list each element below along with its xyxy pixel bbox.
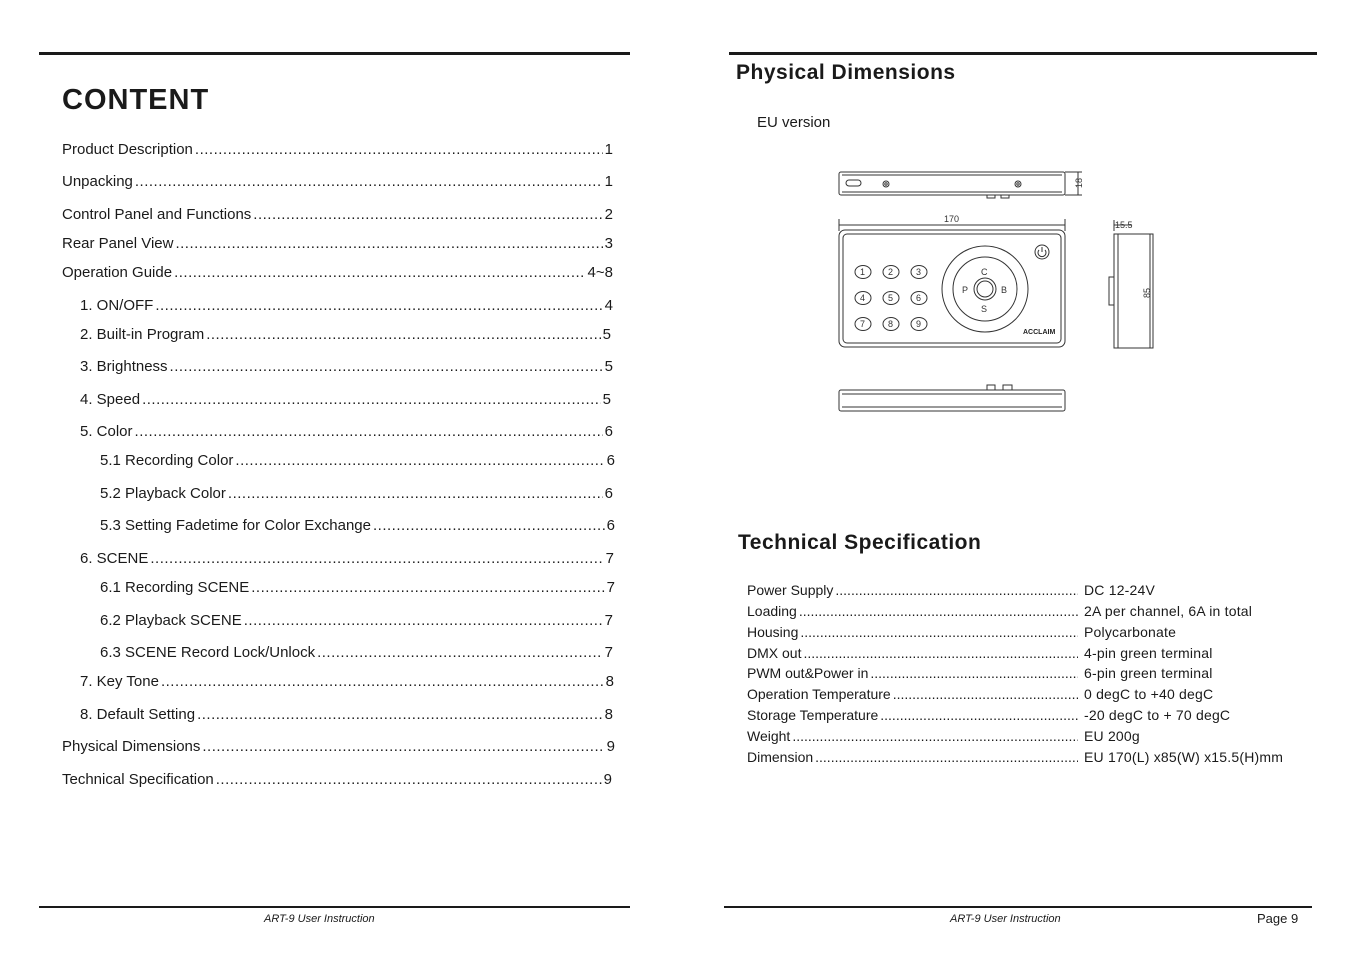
spec-row: Weight ..... EU 200g — [747, 728, 1140, 745]
toc-entry[interactable]: Physical Dimensions ..... 9 — [62, 738, 615, 756]
physical-dimensions-title: Physical Dimensions — [736, 61, 956, 84]
number-keypad — [855, 266, 927, 331]
toc-entry[interactable]: 7. Key Tone ..... 8 — [80, 673, 614, 691]
toc-entry[interactable]: 8. Default Setting ..... 8 — [80, 706, 613, 724]
toc-entry[interactable]: Technical Specification ..... 9 — [62, 771, 612, 789]
spec-row: Dimension ..... EU 170(L) x85(W) x15.5(H)mm — [747, 749, 1283, 766]
toc-entry[interactable]: Unpacking ..... 1 — [62, 173, 613, 191]
toc-entry[interactable]: 5.3 Setting Fadetime for Color Exchange ..... 6 — [100, 517, 615, 535]
toc-entry[interactable]: 6.2 Playback SCENE ..... 7 — [100, 612, 613, 630]
key-2: 2 — [888, 267, 894, 277]
toc-entry[interactable]: Operation Guide ..... 4~8 — [62, 264, 613, 282]
toc-entry[interactable]: Rear Panel View ..... 3 — [62, 235, 613, 253]
toc-entry[interactable]: Product Description ..... 1 — [62, 141, 613, 159]
left-footer: ART-9 User Instruction — [264, 913, 375, 925]
right-footer: ART-9 User Instruction — [950, 913, 1061, 925]
toc-entry[interactable]: 2. Built-in Program ..... 5 — [80, 326, 611, 344]
left-bottom-rule — [39, 906, 630, 908]
spec-row: Loading ..... 2A per channel, 6A in total — [747, 603, 1252, 620]
toc-entry[interactable]: 6.3 SCENE Record Lock/Unlock ..... 7 — [100, 644, 613, 662]
ring-control — [942, 246, 1028, 332]
spec-row: DMX out ..... 4-pin green terminal — [747, 645, 1213, 662]
brand-logo: ACCLAIM — [1023, 329, 1056, 336]
ring-key-c: C — [981, 267, 988, 277]
toc-entry[interactable]: 5.2 Playback Color ..... 6 — [100, 485, 613, 503]
key-1: 1 — [860, 267, 866, 277]
spec-row: Operation Temperature ..... 0 degC to +40 degC — [747, 686, 1213, 703]
dim-side-label: 18 — [1074, 177, 1084, 188]
key-3: 3 — [916, 267, 922, 277]
toc-entry[interactable]: 3. Brightness ..... 5 — [80, 358, 613, 376]
spec-row: PWM out&Power in ..... 6-pin green terminal — [747, 665, 1213, 682]
key-7: 7 — [860, 319, 866, 329]
spec-row: Storage Temperature ..... -20 degC to + 70 degC — [747, 707, 1230, 724]
version-label: EU version — [757, 114, 831, 131]
key-9: 9 — [916, 319, 922, 329]
dim-height-label: 85 — [1142, 287, 1152, 298]
content-title: CONTENT — [62, 84, 210, 116]
dim-width-label: 170 — [944, 214, 960, 224]
key-8: 8 — [888, 319, 894, 329]
table-of-contents — [0, 0, 660, 954]
ring-key-s: S — [981, 304, 988, 314]
ring-key-b: B — [1001, 285, 1008, 295]
key-5: 5 — [888, 293, 894, 303]
toc-entry[interactable]: 4. Speed ..... 5 — [80, 391, 611, 409]
toc-entry[interactable]: Control Panel and Functions ..... 2 — [62, 206, 613, 224]
toc-entry[interactable]: 6. SCENE ..... 7 — [80, 550, 614, 568]
toc-entry[interactable]: 1. ON/OFF ..... 4 — [80, 297, 613, 315]
key-6: 6 — [916, 293, 922, 303]
right-bottom-rule — [724, 906, 1312, 908]
spec-row: Power Supply ..... DC 12-24V — [747, 582, 1155, 599]
right-top-rule — [729, 52, 1317, 55]
toc-entry[interactable]: 5.1 Recording Color ..... 6 — [100, 452, 615, 470]
dim-depth-label: 15.5 — [1115, 220, 1133, 230]
dimensions-drawing — [830, 165, 1170, 425]
key-4: 4 — [860, 293, 866, 303]
spec-row: Housing ..... Polycarbonate — [747, 624, 1176, 641]
ring-key-p: P — [962, 285, 969, 295]
toc-entry[interactable]: 6.1 Recording SCENE ..... 7 — [100, 579, 615, 597]
toc-entry[interactable]: 5. Color ..... 6 — [80, 423, 613, 441]
page-number: Page 9 — [1257, 911, 1299, 926]
technical-specification-title: Technical Specification — [738, 531, 982, 554]
